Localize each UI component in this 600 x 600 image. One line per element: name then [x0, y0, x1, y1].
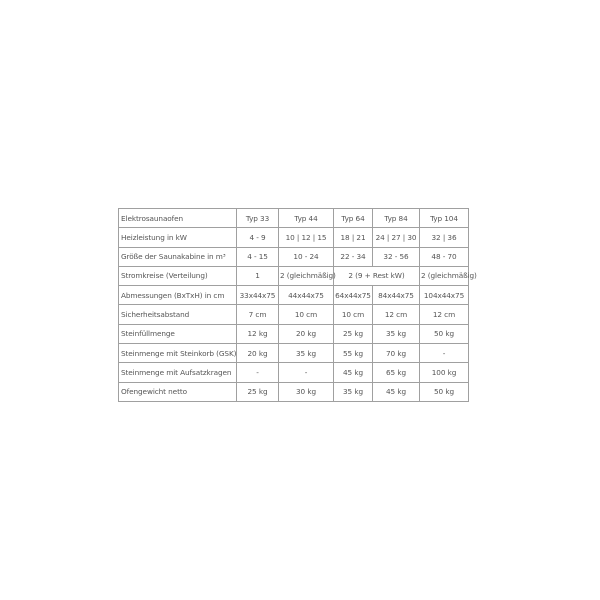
table-cell: 70 kg	[373, 344, 420, 363]
table-cell: 2 (9 + Rest kW)	[334, 266, 420, 285]
table-cell: 35 kg	[373, 324, 420, 343]
header-cell: Typ 104	[420, 209, 469, 228]
table-row	[119, 344, 469, 363]
table-cell: 18 | 21	[334, 228, 373, 247]
table-cell: 35 kg	[279, 344, 334, 363]
table-row	[119, 286, 469, 305]
table-cell: 84x44x75	[373, 286, 420, 305]
header-cell: Typ 84	[373, 209, 420, 228]
table-cell: 4 - 9	[237, 228, 279, 247]
table-cell: 104x44x75	[420, 286, 469, 305]
table-cell: 7 cm	[237, 305, 279, 324]
table-cell: 55 kg	[334, 344, 373, 363]
table-cell: 10 cm	[334, 305, 373, 324]
table-cell: 12 kg	[237, 324, 279, 343]
table-cell: 10 - 24	[279, 247, 334, 266]
table-cell: 48 - 70	[420, 247, 469, 266]
table-cell: 44x44x75	[279, 286, 334, 305]
table-cell: -	[279, 363, 334, 382]
table-cell: 2 (gleichmäßig)	[279, 266, 334, 285]
table-cell: 30 kg	[279, 382, 334, 401]
table-cell: 32 | 36	[420, 228, 469, 247]
header-cell: Typ 44	[279, 209, 334, 228]
table-cell: 25 kg	[237, 382, 279, 401]
table-row	[119, 228, 469, 247]
table-cell: 45 kg	[334, 363, 373, 382]
table-row	[119, 247, 469, 266]
row-label: Größe der Saunakabine in m³	[119, 247, 237, 266]
table-cell: 45 kg	[373, 382, 420, 401]
table-row	[119, 266, 469, 285]
row-label: Heizleistung in kW	[119, 228, 237, 247]
table-header-row	[119, 209, 469, 228]
table-cell: 33x44x75	[237, 286, 279, 305]
table-cell: 24 | 27 | 30	[373, 228, 420, 247]
table-cell: 10 | 12 | 15	[279, 228, 334, 247]
table-cell: 10 cm	[279, 305, 334, 324]
table-cell: 12 cm	[420, 305, 469, 324]
table-cell: 12 cm	[373, 305, 420, 324]
row-label: Steinmenge mit Aufsatzkragen	[119, 363, 237, 382]
row-label: Ofengewicht netto	[119, 382, 237, 401]
header-cell: Elektrosaunaofen	[119, 209, 237, 228]
table-row	[119, 363, 469, 382]
table-cell: 20 kg	[237, 344, 279, 363]
table-cell: 64x44x75	[334, 286, 373, 305]
row-label: Abmessungen (BxTxH) in cm	[119, 286, 237, 305]
table-row	[119, 305, 469, 324]
row-label: Stromkreise (Verteilung)	[119, 266, 237, 285]
table-cell: 4 - 15	[237, 247, 279, 266]
table-row	[119, 382, 469, 401]
table-cell: 50 kg	[420, 324, 469, 343]
row-label: Steinfüllmenge	[119, 324, 237, 343]
table-cell: -	[237, 363, 279, 382]
table-cell: 25 kg	[334, 324, 373, 343]
table-cell: -	[420, 344, 469, 363]
table-cell: 100 kg	[420, 363, 469, 382]
table-cell: 32 - 56	[373, 247, 420, 266]
table-cell: 2 (gleichmäßig)	[420, 266, 469, 285]
row-label: Sicherheitsabstand	[119, 305, 237, 324]
table-cell: 22 - 34	[334, 247, 373, 266]
header-cell: Typ 33	[237, 209, 279, 228]
table-row	[119, 324, 469, 343]
spec-table	[118, 208, 477, 402]
table-cell: 1	[237, 266, 279, 285]
table-cell: 35 kg	[334, 382, 373, 401]
row-label: Steinmenge mit Steinkorb (GSK)	[119, 344, 237, 363]
header-cell: Typ 64	[334, 209, 373, 228]
table-cell: 20 kg	[279, 324, 334, 343]
table-cell: 50 kg	[420, 382, 469, 401]
table-cell: 65 kg	[373, 363, 420, 382]
